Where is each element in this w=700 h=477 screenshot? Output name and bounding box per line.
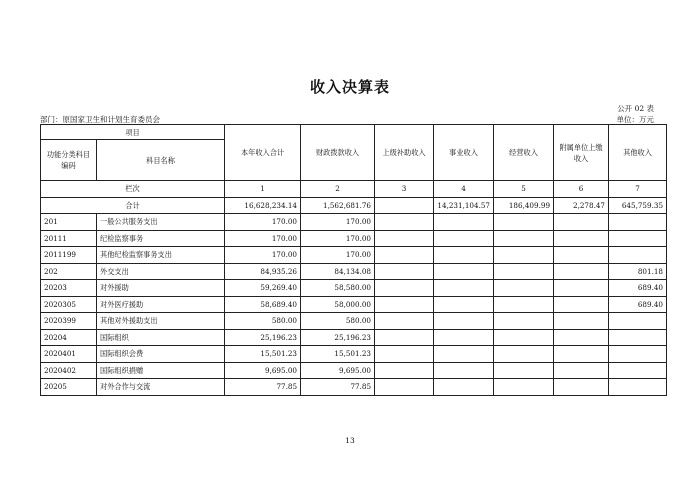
header-func-code: 功能分类科目编码 <box>41 140 97 181</box>
row-value-cell: 170.00 <box>225 230 301 247</box>
row-code: 2011199 <box>41 247 97 264</box>
row-value-cell <box>434 329 494 346</box>
total-cell: 14,231,104.57 <box>434 197 494 214</box>
row-value-cell: 15,501.23 <box>301 346 375 363</box>
row-value-cell <box>434 230 494 247</box>
page-number: 13 <box>345 436 355 445</box>
table-row <box>41 346 667 363</box>
index-cell: 3 <box>375 181 434 198</box>
total-cell <box>375 197 434 214</box>
row-value-cell <box>434 280 494 297</box>
row-value-cell <box>494 214 554 231</box>
row-value-cell <box>609 379 667 396</box>
row-value-cell <box>494 379 554 396</box>
row-value-cell <box>494 247 554 264</box>
row-value-cell <box>494 362 554 379</box>
row-value-cell: 84,134.08 <box>301 263 375 280</box>
row-value-cell <box>554 263 609 280</box>
total-cell: 645,759.35 <box>609 197 667 214</box>
row-subject-name: 国际组织会费 <box>97 346 225 363</box>
row-value-cell <box>609 362 667 379</box>
row-value-cell <box>375 280 434 297</box>
row-value-cell: 689.40 <box>609 280 667 297</box>
header-subject-name: 科目名称 <box>97 140 225 181</box>
table-row <box>41 247 667 264</box>
row-value-cell <box>494 313 554 330</box>
row-value-cell <box>375 296 434 313</box>
row-value-cell <box>609 247 667 264</box>
row-value-cell <box>434 263 494 280</box>
row-value-cell <box>554 329 609 346</box>
row-value-cell <box>554 313 609 330</box>
row-value-cell: 58,689.40 <box>225 296 301 313</box>
row-value-cell <box>375 230 434 247</box>
index-row <box>41 181 667 198</box>
index-cell: 6 <box>554 181 609 198</box>
row-value-cell: 580.00 <box>301 313 375 330</box>
row-subject-name: 对外合作与交流 <box>97 379 225 396</box>
row-value-cell <box>554 346 609 363</box>
row-value-cell: 170.00 <box>301 214 375 231</box>
row-value-cell <box>375 247 434 264</box>
table-row <box>41 362 667 379</box>
index-cell: 2 <box>301 181 375 198</box>
department-label: 部门：原国家卫生和计划生育委员会 <box>40 115 160 124</box>
index-cell: 5 <box>494 181 554 198</box>
row-value-cell: 9,695.00 <box>225 362 301 379</box>
header-total: 本年收入合计 <box>225 125 301 181</box>
row-value-cell <box>434 379 494 396</box>
row-value-cell <box>609 346 667 363</box>
row-value-cell: 689.40 <box>609 296 667 313</box>
row-value-cell <box>375 313 434 330</box>
row-subject-name: 对外援助 <box>97 280 225 297</box>
total-cell: 16,628,234.14 <box>225 197 301 214</box>
header-superior: 上级补助收入 <box>375 125 434 181</box>
row-value-cell <box>434 247 494 264</box>
row-value-cell: 25,196.23 <box>301 329 375 346</box>
header-fiscal: 财政拨款收入 <box>301 125 375 181</box>
row-value-cell: 9,695.00 <box>301 362 375 379</box>
row-value-cell <box>494 296 554 313</box>
row-value-cell <box>609 313 667 330</box>
total-cell: 186,409.99 <box>494 197 554 214</box>
row-value-cell <box>554 280 609 297</box>
row-value-cell: 580.00 <box>225 313 301 330</box>
row-code: 201 <box>41 214 97 231</box>
row-value-cell <box>609 230 667 247</box>
table-row <box>41 296 667 313</box>
row-value-cell <box>494 230 554 247</box>
table-row <box>41 379 667 396</box>
row-value-cell: 25,196.23 <box>225 329 301 346</box>
row-value-cell: 84,935.26 <box>225 263 301 280</box>
row-value-cell <box>554 230 609 247</box>
header-row-1 <box>41 125 667 140</box>
row-value-cell <box>609 329 667 346</box>
table-row <box>41 280 667 297</box>
row-value-cell: 801.18 <box>609 263 667 280</box>
row-value-cell <box>554 247 609 264</box>
row-subject-name: 对外医疗援助 <box>97 296 225 313</box>
row-subject-name: 外交支出 <box>97 263 225 280</box>
row-value-cell <box>375 379 434 396</box>
row-subject-name: 其他纪检监察事务支出 <box>97 247 225 264</box>
header-affiliated: 附属单位上缴收入 <box>554 125 609 181</box>
row-value-cell: 58,580.00 <box>301 280 375 297</box>
row-value-cell <box>494 346 554 363</box>
row-subject-name: 其他对外援助支出 <box>97 313 225 330</box>
page-title: 收入决算表 <box>309 78 390 96</box>
table-row <box>41 313 667 330</box>
row-value-cell <box>494 329 554 346</box>
row-value-cell <box>375 362 434 379</box>
unit-label: 单位：万元 <box>616 115 654 124</box>
row-subject-name: 纪检监察事务 <box>97 230 225 247</box>
table-row <box>41 214 667 231</box>
row-subject-name: 国际组织 <box>97 329 225 346</box>
table-row <box>41 263 667 280</box>
row-value-cell: 77.85 <box>225 379 301 396</box>
header-project: 项目 <box>41 125 225 140</box>
row-value-cell <box>434 346 494 363</box>
table-row <box>41 230 667 247</box>
row-code: 2020399 <box>41 313 97 330</box>
row-value-cell: 170.00 <box>225 214 301 231</box>
header-business: 事业收入 <box>434 125 494 181</box>
row-value-cell <box>375 214 434 231</box>
row-value-cell <box>554 379 609 396</box>
form-code: 公开 02 表 <box>617 104 654 113</box>
row-code: 202 <box>41 263 97 280</box>
row-value-cell: 170.00 <box>301 230 375 247</box>
row-value-cell <box>434 296 494 313</box>
row-value-cell <box>434 214 494 231</box>
row-value-cell: 59,269.40 <box>225 280 301 297</box>
row-value-cell: 170.00 <box>301 247 375 264</box>
row-value-cell <box>554 362 609 379</box>
row-value-cell <box>375 346 434 363</box>
row-subject-name: 一般公共服务支出 <box>97 214 225 231</box>
row-value-cell <box>609 214 667 231</box>
row-code: 2020401 <box>41 346 97 363</box>
row-value-cell: 15,501.23 <box>225 346 301 363</box>
table-row <box>41 329 667 346</box>
row-code: 2020305 <box>41 296 97 313</box>
total-row <box>41 197 667 214</box>
row-value-cell: 77.85 <box>301 379 375 396</box>
index-cell: 4 <box>434 181 494 198</box>
row-subject-name: 国际组织捐赠 <box>97 362 225 379</box>
row-value-cell <box>494 280 554 297</box>
row-value-cell <box>554 214 609 231</box>
income-table <box>40 124 667 396</box>
row-code: 20205 <box>41 379 97 396</box>
row-value-cell <box>494 263 554 280</box>
row-value-cell: 170.00 <box>225 247 301 264</box>
header-other: 其他收入 <box>609 125 667 181</box>
row-code: 20204 <box>41 329 97 346</box>
row-value-cell <box>434 313 494 330</box>
row-value-cell: 58,000.00 <box>301 296 375 313</box>
total-label: 合计 <box>41 197 225 214</box>
row-value-cell <box>434 362 494 379</box>
total-cell: 2,278.47 <box>554 197 609 214</box>
row-code: 20203 <box>41 280 97 297</box>
row-value-cell <box>375 263 434 280</box>
row-code: 20111 <box>41 230 97 247</box>
row-value-cell <box>375 329 434 346</box>
index-cell: 1 <box>225 181 301 198</box>
index-cell: 7 <box>609 181 667 198</box>
row-code: 2020402 <box>41 362 97 379</box>
index-label: 栏次 <box>41 181 225 198</box>
total-cell: 1,562,681.76 <box>301 197 375 214</box>
header-operating: 经营收入 <box>494 125 554 181</box>
row-value-cell <box>554 296 609 313</box>
